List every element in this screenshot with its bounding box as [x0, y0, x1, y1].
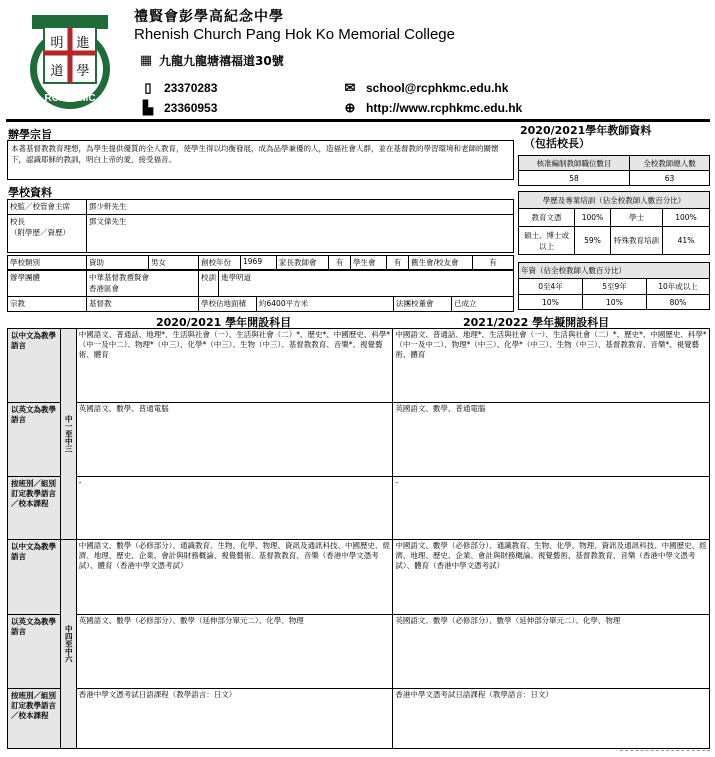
- header-rule: [6, 119, 710, 122]
- svg-text:道: 道: [50, 64, 64, 79]
- row-label: 按班別／組別訂定教學語言／校本課程: [8, 477, 61, 540]
- curriculum-table: [7, 328, 710, 749]
- school-logo: [18, 13, 122, 111]
- curriculum-head-next: 2021/2022 學年擬開設科目: [463, 316, 610, 329]
- mission-text: 本著基督教教育理想，為學生提供優質的全人教育，使學生得以均衡發展，成為品學兼優的人，造福社會人群，並在基督教的學習環境和老師的關懷下，認識耶穌的教訓，明白上帝的愛，接受福音。: [11, 144, 499, 164]
- motto-label: 校訓: [199, 271, 219, 297]
- row-label: 以英文為教學語言: [8, 403, 61, 477]
- next-subjects: 中國語文、普通話、地理*、生活與社會（一）、生活與社會（二）*、歷史*、中國歷史、科學*（中一及中二）、物理*（中三）、化學*（中三）、生物（中三）、基督教教育、音樂*、視覺藝術、體育: [393, 329, 710, 403]
- next-subjects: 英國語文、數學（必修部分）、數學（延伸部分單元二）、化學、物理: [393, 615, 710, 689]
- alumni-value: 有: [473, 256, 514, 270]
- school-info-table-3: [7, 270, 514, 297]
- imc-value: 已成立: [452, 297, 514, 312]
- header: [0, 0, 715, 122]
- principal-value: 鄧文偉先生: [87, 215, 514, 253]
- table-row: [8, 615, 710, 689]
- approved-label: 核准編制教師職位數目: [519, 156, 630, 171]
- phone-row: ▯ 23370283: [140, 80, 217, 96]
- email-link[interactable]: school@rcphkmc.edu.hk: [366, 81, 509, 95]
- website-link[interactable]: http://www.rcphkmc.edu.hk: [366, 101, 523, 115]
- next-subjects: 中國語文、數學（必修部分）、通識教育、生物、化學、物理、資訊及通訊科技、中國歷史、經濟、地理、歷史、企業、會計與財務概論、視覺藝術、基督教教育、音樂（香港中學文憑考試）、體育（香港中學文憑考試）: [393, 540, 710, 615]
- alumni-label: 舊生會/校友會: [409, 256, 473, 270]
- principal-label: 校長 （附學歷／資歷）: [8, 215, 87, 253]
- area-label: 學校佔地面積: [199, 297, 257, 312]
- phone-icon: ▯: [144, 80, 152, 95]
- current-subjects: 英國語文、數學、普通電腦: [76, 403, 393, 477]
- religion-label: 宗教: [8, 297, 87, 312]
- table-row: [8, 403, 710, 477]
- table-row: [8, 540, 710, 615]
- edu-label: 教育文憑: [519, 209, 575, 227]
- sen-label: 特殊教育培訓: [611, 227, 663, 255]
- current-subjects: 中國語文、數學（必修部分）、通識教育、生物、化學、物理、資訊及通訊科技、中國歷史、經濟、地理、歷史、企業、會計與財務概論、視覺藝術、基督教教育、音樂（香港中學文憑考試）、體育（香港中學文憑考試）: [76, 540, 393, 615]
- master-label: 碩士、博士或以上: [519, 227, 575, 255]
- building-icon: ▦: [139, 53, 153, 68]
- su-value: 有: [387, 256, 409, 270]
- row-label: 以中文為教學語言: [8, 329, 61, 403]
- founded-label: 創校年份: [199, 256, 241, 270]
- teacher-data-title: 2020/2021學年教師資料 （包括校長）: [520, 124, 652, 150]
- qual-header: 學歷及專業培訓（佔全校教師人數百分比）: [519, 192, 710, 209]
- svg-text:明: 明: [50, 36, 64, 51]
- svg-text:RCPHKMC: RCPHKMC: [44, 93, 96, 104]
- total-label: 全校教師總人數: [630, 156, 710, 171]
- next-subjects: -: [393, 477, 710, 540]
- school-name-cn: 禮賢會彭學高紀念中學: [134, 9, 284, 25]
- area-value: 約6400平方米: [257, 297, 394, 312]
- gender-value: 男女: [149, 256, 199, 270]
- current-subjects: -: [76, 477, 393, 540]
- teacher-years-table: [518, 262, 710, 310]
- total-value: 63: [630, 171, 710, 186]
- years-1-label: 0至4年: [519, 279, 583, 295]
- school-info-table: [7, 199, 514, 253]
- su-label: 學生會: [351, 256, 387, 270]
- school-address: ▦ 九龍九龍塘禧福道30號: [139, 53, 284, 68]
- table-row: [8, 477, 710, 540]
- years-2-label: 5至9年: [583, 279, 647, 295]
- sen-value: 41%: [663, 227, 710, 255]
- years-2-value: 10%: [583, 295, 647, 310]
- imc-label: 法團校董會: [394, 297, 452, 312]
- religion-value: 基督教: [87, 297, 199, 312]
- years-1-value: 10%: [519, 295, 583, 310]
- row-label: 以英文為教學語言: [8, 615, 61, 689]
- row-label: 以中文為教學語言: [8, 540, 61, 615]
- bachelor-label: 學士: [611, 209, 663, 227]
- svg-text:學: 學: [76, 64, 90, 79]
- years-3-value: 80%: [647, 295, 710, 310]
- next-subjects: 英國語文、數學、普通電腦: [393, 403, 710, 477]
- globe-icon: ⊕: [344, 100, 356, 115]
- current-subjects: 英國語文、數學（必修部分）、數學（延伸部分單元二）、化學、物理: [76, 615, 393, 689]
- current-subjects: 中國語文、普通話、地理*、生活與社會（一）、生活與社會（二）*、歷史*、中國歷史、科學*（中一及中二）、物理*（中三）、化學*（中三）、生物（中三）、基督教教育、音樂*、視覺藝術、體育: [76, 329, 393, 403]
- motto-value: 進學明道: [219, 271, 514, 297]
- master-value: 59%: [575, 227, 611, 255]
- teacher-qual-table: [518, 191, 710, 255]
- supervisor-label: 校監／校管會主席: [8, 200, 87, 215]
- teacher-count-table: [518, 155, 710, 186]
- school-info-title: 學校資料: [8, 186, 52, 199]
- school-info-table-2: [7, 255, 514, 270]
- type-value: 資助: [87, 256, 149, 270]
- curriculum-head-current: 2020/2021 學年開設科目: [156, 316, 292, 329]
- sponsor-label: 辦學團體: [8, 271, 87, 297]
- founded-value: 1969: [241, 256, 277, 270]
- mission-box: [7, 140, 514, 180]
- svg-text:進: 進: [76, 36, 90, 51]
- email-icon: ✉: [344, 80, 356, 95]
- next-subjects: 香港中學文憑考試日語課程（教學語言：日文）: [393, 689, 710, 749]
- current-subjects: 香港中學文憑考試日語課程（教學語言：日文）: [76, 689, 393, 749]
- stage-junior: 中一至中三: [60, 329, 76, 540]
- website-row: [342, 100, 522, 116]
- fax-row: ▙ 23360953: [140, 100, 217, 116]
- stage-senior: 中四至中六: [60, 540, 76, 749]
- pta-value: 有: [329, 256, 351, 270]
- fax-icon: ▙: [143, 100, 153, 115]
- school-name-en: Rhenish Church Pang Hok Ko Memorial College: [134, 26, 455, 43]
- years-3-label: 10年或以上: [647, 279, 710, 295]
- years-header: 年資（佔全校教師人數百分比）: [519, 263, 710, 279]
- bachelor-value: 100%: [663, 209, 710, 227]
- sponsor-value: 中華基督教禮賢會 香港區會: [87, 271, 199, 297]
- approved-value: 58: [519, 171, 630, 186]
- supervisor-value: 鄧少軒先生: [87, 200, 514, 215]
- edu-value: 100%: [575, 209, 611, 227]
- mission-title: 辦學宗旨: [8, 128, 52, 141]
- table-row: [8, 329, 710, 403]
- email-row: [342, 80, 508, 96]
- table-row: [8, 689, 710, 749]
- school-info-table-4: [7, 296, 514, 312]
- type-label: 學校類別: [8, 256, 87, 270]
- pta-label: 家長教師會: [277, 256, 329, 270]
- row-label: 按班別／組別訂定教學語言／校本課程: [8, 689, 61, 749]
- footer-divider: [620, 750, 710, 751]
